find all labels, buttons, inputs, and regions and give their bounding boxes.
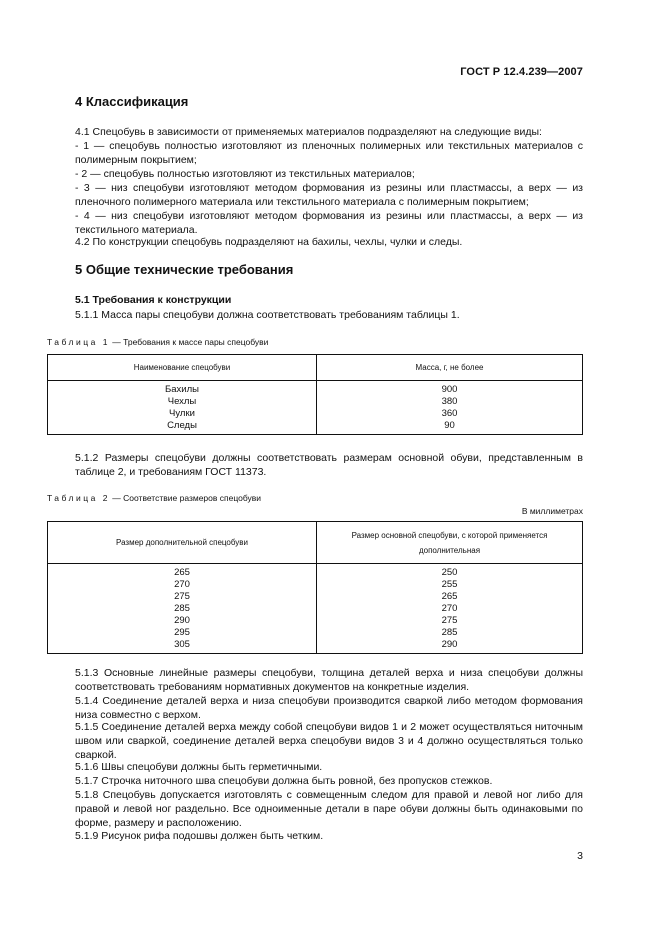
table-row — [48, 591, 583, 603]
table-row — [48, 639, 583, 654]
table-cell: 285 — [317, 627, 583, 639]
paragraph-5-1-4: 5.1.4 Соединение деталей верха и низа спецобуви производится сваркой либо методом формования низа совместно с верхом. — [75, 695, 583, 721]
table-cell: 900 — [317, 381, 583, 397]
table-cell: 270 — [48, 579, 317, 591]
list-item-1: - 1 — спецобувь полностью изготовляют из пленочных полимерных или текстильных материалов с полимерным покрытием; — [75, 140, 583, 166]
table-2-title: — Соответствие размеров спецобуви — [109, 493, 262, 503]
subsection-5-1-title: 5.1 Требования к конструкции — [75, 294, 232, 306]
table-row — [48, 603, 583, 615]
table-row — [48, 381, 583, 397]
document-header: ГОСТ Р 12.4.239—2007 — [460, 66, 583, 78]
table-2-header-extra-size: Размер дополнительной спецобуви — [48, 522, 317, 564]
paragraph-5-1-6: 5.1.6 Швы спецобуви должны быть герметичными. — [75, 761, 323, 773]
table-cell: 265 — [317, 591, 583, 603]
table-cell: 305 — [48, 639, 317, 654]
table-cell: 360 — [317, 408, 583, 420]
paragraph-5-1-5: 5.1.5 Соединение деталей верха между собой спецобуви видов 1 и 2 может осуществляться ниточным швом или сваркой, соединение деталей верха спецобуви видов 3 и 4 должно осуществляться только сваркой. — [75, 721, 583, 761]
table-cell: Чулки — [48, 408, 317, 420]
paragraph-5-1-2: 5.1.2 Размеры спецобуви должны соответствовать размерам основной обуви, представленным в таблице 2, и требованиям ГОСТ 11373. — [75, 452, 583, 478]
paragraph-4-2: 4.2 По конструкции спецобувь подразделяют на бахилы, чехлы, чулки и следы. — [75, 236, 463, 248]
table-1-label: Таблица 1 — [47, 337, 110, 347]
table-cell: Бахилы — [48, 381, 317, 397]
paragraph-5-1-8: 5.1.8 Спецобувь допускается изготовлять с совмещенным следом для правой и левой ног либо для правой и левой ног раздельно. Все одноименные детали в паре обуви должны быть одинаковыми по форме, размеру и расположению. — [75, 789, 583, 829]
list-item-3: - 3 — низ спецобуви изготовляют методом формования из резины или пластмассы, а верх — из пленочного полимерного материала или текстильного материала с полимерным покрытием; — [75, 182, 583, 208]
table-cell: 250 — [317, 564, 583, 580]
table-2-label: Таблица 2 — [47, 493, 110, 503]
table-cell: 265 — [48, 564, 317, 580]
paragraph-4-1 — [75, 125, 583, 139]
table-row — [48, 627, 583, 639]
table-cell: 90 — [317, 420, 583, 435]
table-cell: Следы — [48, 420, 317, 435]
table-cell: 275 — [317, 615, 583, 627]
list-item-2: - 2 — спецобувь полностью изготовляют из текстильных материалов; — [75, 168, 415, 180]
page-number: 3 — [577, 850, 583, 862]
paragraph-4-1-text: 4.1 Спецобувь в зависимости от применяемых материалов подразделяют на следующие виды: — [75, 126, 542, 138]
table-row — [48, 564, 583, 580]
table-2 — [47, 521, 583, 654]
table-cell: 380 — [317, 396, 583, 408]
table-1-caption — [47, 337, 268, 347]
table-cell: 275 — [48, 591, 317, 603]
list-item-4: - 4 — низ спецобуви изготовляют методом формования из резины или пластмассы, а верх — из текстильного материала. — [75, 210, 583, 236]
table-cell: 285 — [48, 603, 317, 615]
table-2-units: В миллиметрах — [521, 506, 583, 516]
section-5-title: 5 Общие технические требования — [75, 262, 294, 277]
table-1-title: — Требования к массе пары спецобуви — [109, 337, 269, 347]
paragraph-5-1-9: 5.1.9 Рисунок рифа подошвы должен быть четким. — [75, 830, 324, 842]
table-row — [48, 396, 583, 408]
paragraph-5-1-1: 5.1.1 Масса пары спецобуви должна соответствовать требованиям таблицы 1. — [75, 309, 460, 321]
table-cell: 255 — [317, 579, 583, 591]
table-cell: 290 — [48, 615, 317, 627]
table-cell: 270 — [317, 603, 583, 615]
table-cell: Чехлы — [48, 396, 317, 408]
table-1-header-name: Наименование спецобуви — [48, 355, 317, 381]
paragraph-5-1-7: 5.1.7 Строчка ниточного шва спецобуви должна быть ровной, без пропусков стежков. — [75, 775, 493, 787]
table-2-caption — [47, 493, 261, 503]
table-row — [48, 420, 583, 435]
table-1-header-mass: Масса, г, не более — [317, 355, 583, 381]
table-row — [48, 615, 583, 627]
table-row — [48, 579, 583, 591]
table-cell: 290 — [317, 639, 583, 654]
section-4-title: 4 Классификация — [75, 94, 189, 109]
table-cell: 295 — [48, 627, 317, 639]
paragraph-5-1-3: 5.1.3 Основные линейные размеры спецобуви, толщина деталей верха и низа спецобуви должны соответствовать требованиям нормативных документов на конкретные изделия. — [75, 667, 583, 693]
table-2-header-main-size: Размер основной спецобуви, с которой применяется дополнительная — [317, 522, 583, 564]
table-1 — [47, 354, 583, 435]
table-row — [48, 408, 583, 420]
